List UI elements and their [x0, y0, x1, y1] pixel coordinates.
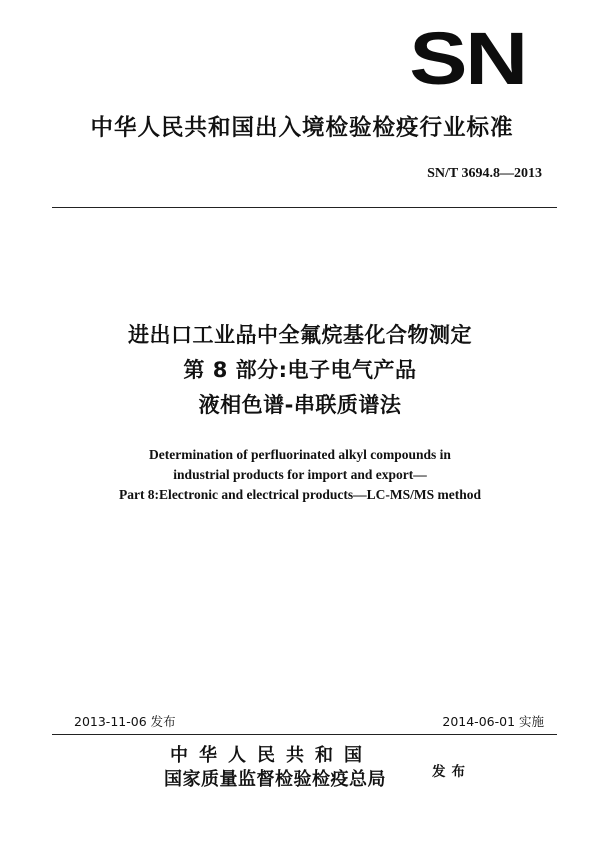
issue-date: 2013-11-06 发布 — [74, 714, 176, 729]
english-title-line-3: Part 8:Electronic and electrical products—LC-MS/MS method — [118, 487, 482, 502]
chinese-title-line-1: 进出口工业品中全氟烷基化合物测定 — [128, 323, 472, 347]
chinese-title-line-2: 第 8 部分:电子电气产品 — [183, 358, 417, 382]
publisher-block — [164, 744, 386, 792]
chinese-title-line-3: 液相色谱-串联质谱法 — [198, 393, 402, 417]
english-title — [0, 445, 600, 505]
publisher-release-label: 发布 — [432, 764, 471, 780]
publisher-line-2: 国家质量监督检验检疫总局 — [164, 769, 386, 790]
publisher-line-1: 中华人民共和国 — [170, 745, 373, 766]
english-title-line-1: Determination of perfluorinated alkyl compounds in — [149, 447, 451, 462]
english-title-line-2: industrial products for import and export— — [173, 467, 427, 482]
standard-code: SN/T 3694.8—2013 — [427, 166, 542, 181]
footer-divider — [52, 734, 557, 735]
header-divider — [52, 207, 557, 208]
implementation-date: 2014-06-01 实施 — [442, 714, 544, 729]
sn-logo: SN — [409, 17, 526, 100]
chinese-title — [0, 318, 600, 423]
issuing-organization: 中华人民共和国出入境检验检疫行业标准 — [90, 115, 514, 141]
